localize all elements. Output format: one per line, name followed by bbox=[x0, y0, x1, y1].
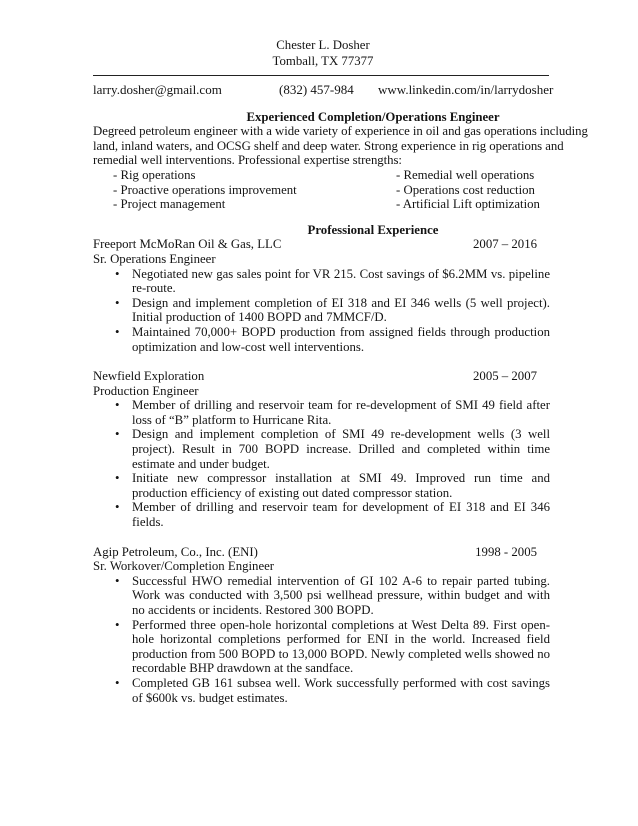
job-header bbox=[93, 545, 537, 560]
job-role: Production Engineer bbox=[93, 383, 199, 398]
skill-item: - Operations cost reduction bbox=[396, 182, 535, 197]
job-company: Newfield Exploration bbox=[93, 369, 205, 384]
job-dates: 2005 – 2007 bbox=[473, 369, 537, 384]
job-company: Freeport McMoRan Oil & Gas, LLC bbox=[93, 237, 282, 252]
contact-linkedin[interactable]: www.linkedin.com/in/larrydosher bbox=[378, 82, 554, 97]
job-bullet: • Member of drilling and reservoir team for re-development of SMI 49 field after loss of “B” platform to Hurricane Rita. bbox=[93, 398, 550, 427]
job-role: Sr. Workover/Completion Engineer bbox=[93, 559, 275, 574]
job-entry bbox=[93, 369, 613, 530]
job-entry bbox=[93, 545, 613, 706]
job-bullet: • Successful HWO remedial intervention of GI 102 A-6 to repair parted tubing. Work was conducted with 3,500 psi wellhead pressure, within budget and with no accidents or incidents. Restored 300 BOPD. bbox=[93, 574, 550, 618]
job-bullet: • Design and implement completion of EI 318 and EI 346 wells (5 well project). Initial production of 1400 BOPD and 7MMCF/D. bbox=[93, 296, 550, 325]
job-header bbox=[93, 237, 537, 252]
job-bullet: • Member of drilling and reservoir team for development of EI 318 and EI 346 fields. bbox=[93, 500, 550, 529]
skill-item: - Proactive operations improvement bbox=[113, 182, 297, 197]
contact-email[interactable]: larry.dosher@gmail.com bbox=[93, 82, 222, 97]
skills-list bbox=[113, 168, 613, 212]
contact-phone[interactable]: (832) 457-984 bbox=[279, 82, 354, 97]
job-dates: 1998 - 2005 bbox=[475, 544, 537, 559]
experience-heading: Professional Experience bbox=[307, 222, 439, 237]
summary-text: Degreed petroleum engineer with a wide variety of experience in oil and gas operations including land, inland waters, and OCSG shelf and deep water. Strong experience in rig operations and remedial well interventions. Professional expertise strengths: bbox=[93, 124, 588, 168]
job-bullets bbox=[93, 398, 613, 529]
job-bullet: • Negotiated new gas sales point for VR 215. Cost savings of $6.2MM vs. pipeline re-route. bbox=[93, 267, 550, 296]
job-entry bbox=[93, 237, 613, 354]
job-header bbox=[93, 369, 537, 384]
job-bullet: • Completed GB 161 subsea well. Work successfully performed with cost savings of $600k vs. budget estimates. bbox=[93, 676, 550, 705]
summary-heading: Experienced Completion/Operations Engineer bbox=[246, 109, 500, 124]
job-bullet: • Initiate new compressor installation at SMI 49. Improved run time and production efficiency of existing out dated compressor station. bbox=[93, 471, 550, 500]
job-bullet: • Design and implement completion of SMI 49 re-development wells (3 well project). Result in 700 BOPD increase. Drilled and completed within time estimate and under budget. bbox=[93, 427, 550, 471]
job-bullets bbox=[93, 574, 613, 705]
job-bullet: • Performed three open-hole horizontal completions at West Delta 89. First open-hole horizontal completions performed for ENI in the world. Increased field production from 500 BOPD to 13,000 BOPD. Newly completed wells showed no recordable BHP drawdown at the sandface. bbox=[93, 618, 550, 676]
job-company: Agip Petroleum, Co., Inc. (ENI) bbox=[93, 544, 258, 559]
resume-page bbox=[93, 38, 613, 705]
resume-header bbox=[63, 38, 583, 69]
skill-item: - Remedial well operations bbox=[396, 167, 535, 182]
candidate-location: Tomball, TX 77377 bbox=[272, 53, 374, 68]
job-dates: 2007 – 2016 bbox=[473, 237, 537, 252]
job-role: Sr. Operations Engineer bbox=[93, 251, 216, 266]
job-bullets bbox=[93, 267, 613, 355]
contact-line bbox=[93, 83, 613, 98]
candidate-name: Chester L. Dosher bbox=[276, 38, 370, 52]
header-divider bbox=[93, 75, 549, 76]
skill-item: - Rig operations bbox=[113, 167, 196, 182]
job-bullet: • Maintained 70,000+ BOPD production from assigned fields through production optimization and low-cost well interventions. bbox=[93, 325, 550, 354]
skill-item: - Artificial Lift optimization bbox=[396, 197, 540, 212]
skill-item: - Project management bbox=[113, 197, 226, 212]
